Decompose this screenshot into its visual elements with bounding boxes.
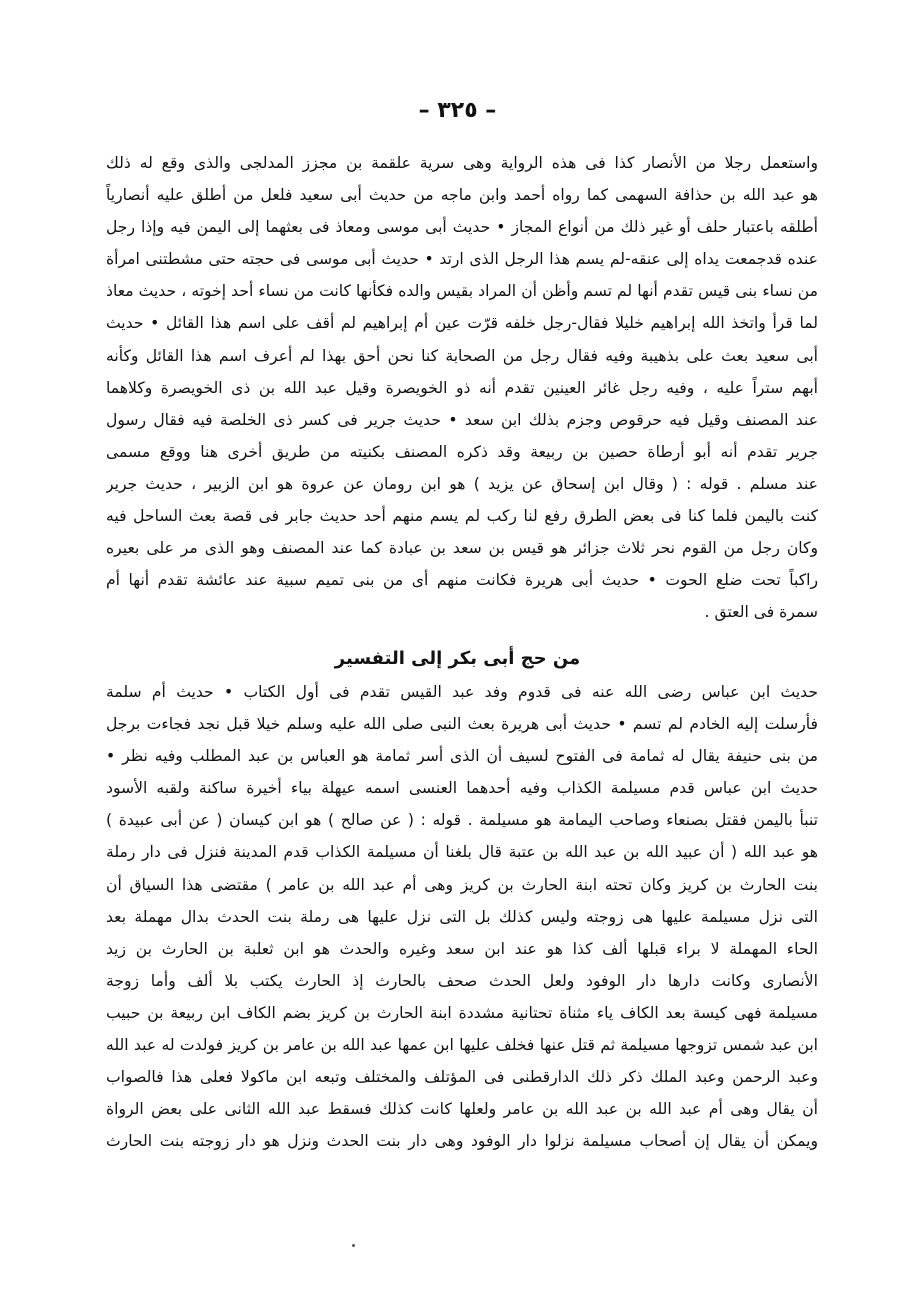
text-line: من بنى حنيفة يقال له ثمامة فى الفتوح لسيف أن الذى أسر ثمامة هو العباس بن عبد المطلب وفيه نظر • [106,747,818,766]
text-section-2 [106,676,818,1157]
text-line: وعبد الرحمن وعبد الملك ذكر ذلك الدارقطنى فى المؤتلف والمختلف وتبعه ابن ماكولا فعلى هذا فالصواب [106,1068,818,1087]
text-line: ابن عبد شمس تزوجها مسيلمة ثم قتل عنها فخلف عليها ابن عمها عبد الله بن عامر بن كريز فولدت له عبد الله [106,1036,818,1055]
text-line: لما قرأ واتخذ الله إبراهيم خليلا فقال-رجل خلفه قرّت عين أم إبراهيم لم أقف على اسم هذا القائل • حديث [106,314,818,333]
text-line: ويمكن أن يقال إن أصحاب مسيلمة نزلوا دار الوفود وهى دار بنت الحدث ونزل هو دار زوجته بنت الحارث [106,1132,818,1151]
text-line: واستعمل رجلا من الأنصار كذا فى هذه الرواية وهى سرية علقمة بن مجزز المدلجى والذى وقع له ذلك [106,154,818,172]
text-line: التى نزل مسيلمة عليها هى زوجته وليس كذلك بل التى نزل عليها هى رملة بنت الحدث بدال مهملة بعد [106,907,818,926]
text-line: مسيلمة فهى كيسة بعد الكاف ياء مثناة تحتانية مشددة ابنة الحارث بن كريز بضم الكاف ابن ربيعة بن حبيب [106,1003,818,1022]
text-line: راكباً تحت ضلع الحوت • حديث أبى هريرة فكانت منهم أى من بنى تميم سبية عند عائشة تقدم أنها أم [106,571,818,590]
text-section-1 [106,147,818,628]
text-line: هو عبد الله ( أن عبيد الله بن عبد الله بن عتبة قال بلغنا أن مسيلمة الكذاب قدم المدينة فنزل فى دار رملة [106,843,818,862]
ink-speck [352,1244,355,1247]
text-line: بنت الحارث بن كريز وكان تحته ابنة الحارث بن كريز وهى أم عبد الله بن عامر ) مقتضى هذا السياق أن [106,875,818,894]
text-line: أبهم ستراً عليه ، وفيه رجل غائر العينين تقدم أنه ذو الخويصرة وقيل عبد الله بن ذى الخويصرة وكلاهما [106,378,818,397]
text-line: أطلقه باعتبار حلف أو غير ذلك من أنواع المجاز • حديث أبى موسى ومعاذ فى بعثهما إلى اليمن فيه وإذا رجل [106,218,818,237]
text-line: عنده قدجمعت يداه إلى عنقه-لم يسم هذا الرجل الذى ارتد • حديث أبى موسى فى حجته حتى مشطتنى امرأة [106,250,818,269]
text-line: عند المصنف وقيل فيه حرقوص وجزم بذلك ابن سعد • حديث جرير فى كسر ذى الخلصة فيه فقال رسول [106,410,818,429]
text-line: حديث ابن عباس رضى الله عنه فى قدوم وفد عبد القيس تقدم فى أول الكتاب • حديث أم سلمة [106,683,818,701]
text-line: وكان رجل من القوم نحر ثلاث جزائر هو قيس بن سعد بن عبادة كما عند المصنف وهو الذى مر على بعيره [106,539,818,558]
text-line: تنبأ باليمن فقتل بصنعاء وصاحب اليمامة هو مسيلمة . قوله : ( عن صالح ) هو ابن كيسان ( عن أبى عبيدة ) [106,811,818,830]
text-line: حديث ابن عباس قدم مسيلمة الكذاب وفيه أحدهما العنسى اسمه عيهلة بياء أخيرة ساكنة ولقبه الأسود [106,779,818,798]
text-line: من نساء بنى قيس تقدم أنها لم تسم وأظن أن المراد بقيس والده فكأنها كانت من نساء أحد إخوته ، حديث معاذ [106,282,818,301]
text-line: أبى سعيد بعث على بذهيبة وفيه فقال رجل من الصحابة كنا نحن أحق بهذا لم أعرف اسم هذا القائل وكأنه [106,346,818,365]
text-line: عند مسلم . قوله : ( وقال ابن إسحاق عن يزيد ) هو ابن رومان عن عروة هو ابن الزبير ، حديث جرير [106,474,818,493]
text-line: الأنصارى وكانت دارها دار الوفود ولعل الحدث صحف بالحارث إذ الحارث يكتب بلا ألف وأما زوجة [106,971,818,990]
text-line: سمرة فى العتق . [704,603,818,622]
text-line: كنت باليمن فلما كنا فى بعض الطرق رفع لنا ركب لم يسم منهم أحد حديث جابر فى قصة بعث الساحل فيه [106,507,818,526]
page-number: – ٣٢٥ – [418,98,497,123]
text-line: الحاء المهملة لا براء قبلها ألف كذا هو عند ابن سعد وغيره والحدث هو ابن ثعلبة بن الحارث بن زيد [106,939,818,958]
text-line: جرير تقدم أنه أبو أرطاة حصين بن ربيعة وقد ذكره المصنف بكنيته من طريق أخرى هنا ووقع مسمى [106,442,818,461]
text-line: هو عبد الله بن حذافة السهمى كما رواه أحمد وابن ماجه من حديث أبى سعيد فلعل من أطلق عليه أنصارياً [106,186,818,205]
text-line: أن يقال وهى أم عبد الله بن عبد الله بن عامر ولعلها كانت كذلك فسقط عبد الله الثانى على بعض الرواة [106,1100,818,1119]
section-heading: من حج أبى بكر إلى التفسير [334,648,581,669]
text-line: فأرسلت إليه الخادم لم تسم • حديث أبى هريرة بعث النبى صلى الله عليه وسلم خيلا قبل نجد فجاءت برجل [106,715,818,734]
